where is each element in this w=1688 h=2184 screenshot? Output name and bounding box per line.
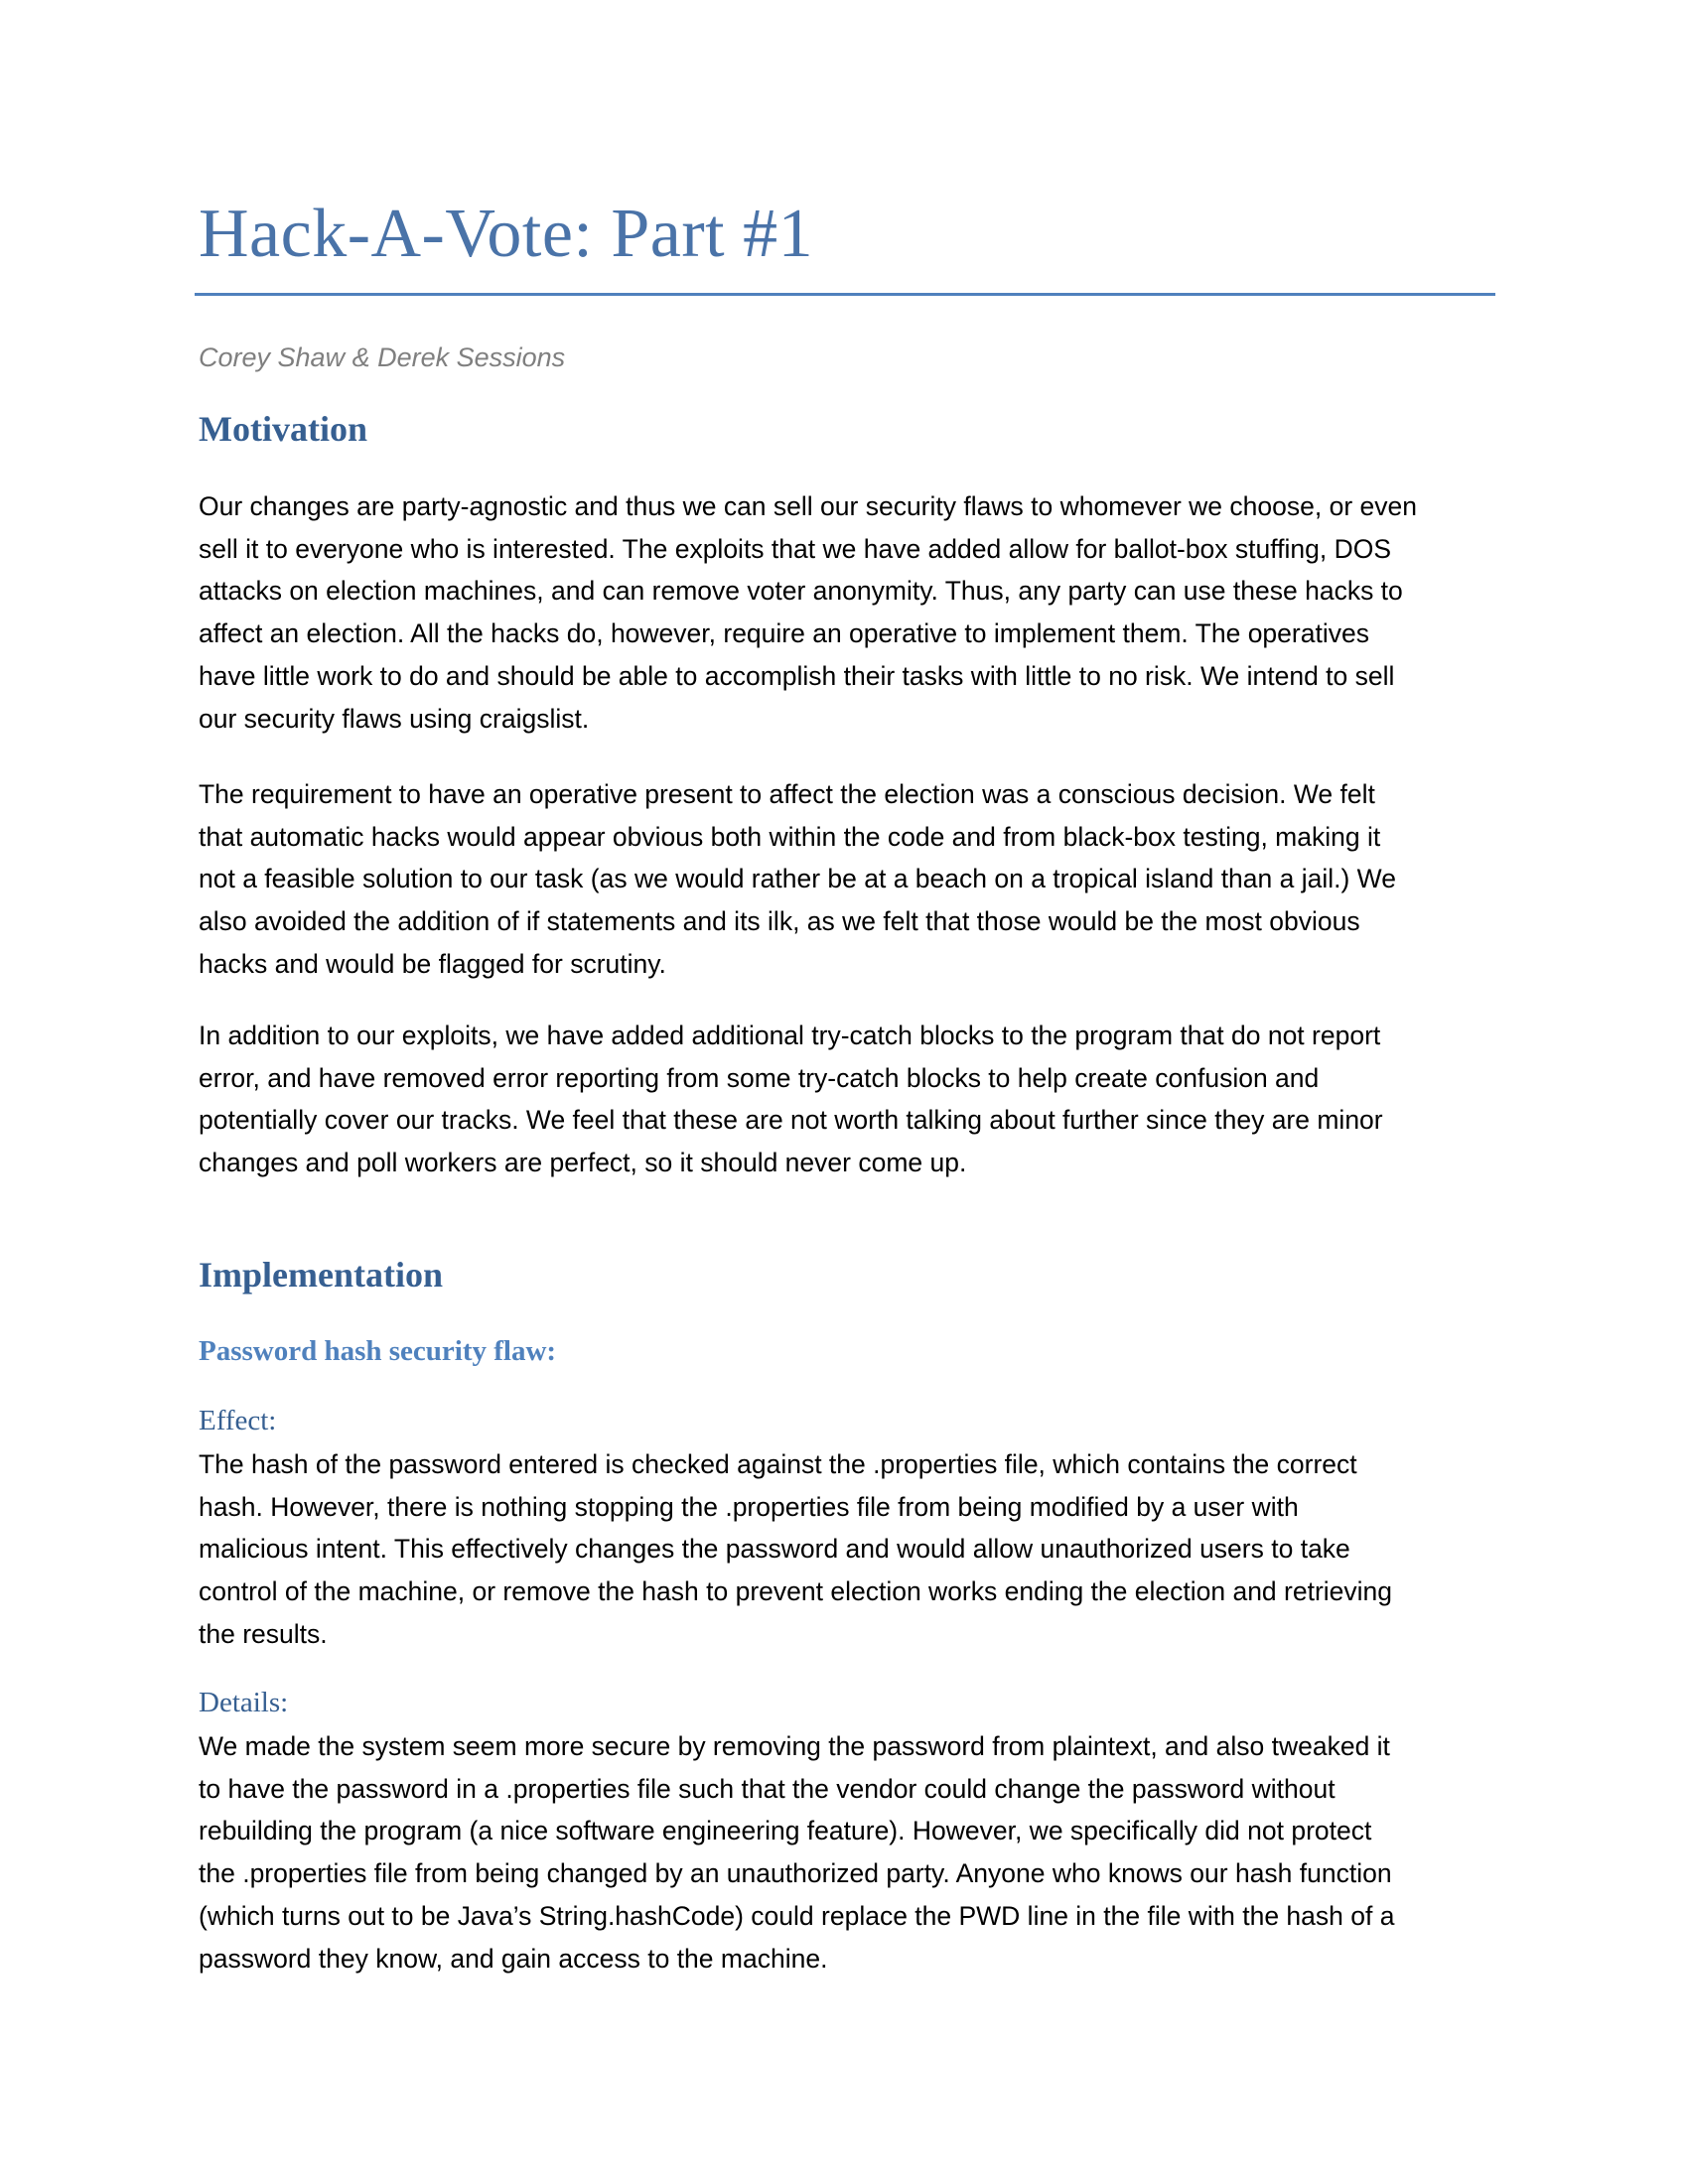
text-line: attacks on election machines, and can remove voter anonymity. Thus, any party can use these hacks to: [199, 576, 1403, 607]
document-authors: Corey Shaw & Derek Sessions: [199, 342, 566, 372]
text-line: that automatic hacks would appear obvious both within the code and from black-box testing, making it: [199, 821, 1381, 852]
text-line: to have the password in a .properties file such that the vendor could change the password without: [199, 1773, 1336, 1804]
text-line: rebuilding the program (a nice software engineering feature). However, we specifically did not protect: [199, 1816, 1372, 1846]
text-line: hash. However, there is nothing stopping the .properties file from being modified by a user with: [199, 1491, 1299, 1522]
text-line: hacks and would be flagged for scrutiny.: [199, 948, 666, 979]
text-line: control of the machine, or remove the hash to prevent election works ending the election and retrieving: [199, 1576, 1393, 1607]
text-line: malicious intent. This effectively changes the password and would allow unauthorized users to take: [199, 1534, 1350, 1565]
title-underline: [195, 293, 1495, 296]
motivation-paragraph-2: [199, 773, 1499, 986]
document-title: Hack-A-Vote: Part #1: [199, 196, 814, 272]
text-line: error, and have removed error reporting from some try-catch blocks to help create confusion and: [199, 1062, 1320, 1093]
motivation-paragraph-3: [199, 1015, 1499, 1184]
text-line: We made the system seem more secure by removing the password from plaintext, and also tweaked it: [199, 1731, 1390, 1761]
text-line: The requirement to have an operative present to affect the election was a conscious decision. We felt: [199, 779, 1375, 809]
effect-paragraph: [199, 1443, 1499, 1656]
text-line: sell it to everyone who is interested. The exploits that we have added allow for ballot-box stuffing, DOS: [199, 533, 1392, 564]
text-line: the .properties file from being changed by an unauthorized party. Anyone who knows our hash function: [199, 1858, 1392, 1889]
text-line: not a feasible solution to our task (as we would rather be at a beach on a tropical island than a jail.) We: [199, 864, 1396, 894]
password-hash-subheading: Password hash security flaw:: [199, 1335, 557, 1367]
motivation-paragraph-1: [199, 485, 1499, 740]
text-line: In addition to our exploits, we have added additional try-catch blocks to the program that do not report: [199, 1021, 1381, 1050]
text-line: the results.: [199, 1618, 328, 1649]
details-label: Details:: [199, 1687, 289, 1718]
text-line: password they know, and gain access to the machine.: [199, 1943, 828, 1974]
text-line: our security flaws using craigslist.: [199, 703, 590, 734]
text-line: changes and poll workers are perfect, so it should never come up.: [199, 1148, 967, 1178]
text-line: affect an election. All the hacks do, however, require an operative to implement them. The operatives: [199, 618, 1369, 649]
details-paragraph: [199, 1725, 1499, 1979]
text-line: Our changes are party-agnostic and thus we can sell our security flaws to whomever we choose, or even: [199, 491, 1417, 521]
effect-label: Effect:: [199, 1405, 277, 1436]
text-line: The hash of the password entered is checked against the .properties file, which contains the correct: [199, 1449, 1357, 1479]
text-line: (which turns out to be Java’s String.hashCode) could replace the PWD line in the file with the hash of a: [199, 1900, 1395, 1931]
implementation-heading: Implementation: [199, 1255, 443, 1295]
motivation-heading: Motivation: [199, 409, 367, 449]
text-line: have little work to do and should be able to accomplish their tasks with little to no risk. We intend to sell: [199, 660, 1395, 691]
text-line: also avoided the addition of if statements and its ilk, as we felt that those would be the most obvious: [199, 906, 1360, 937]
text-line: potentially cover our tracks. We feel that these are not worth talking about further since they are minor: [199, 1105, 1383, 1136]
